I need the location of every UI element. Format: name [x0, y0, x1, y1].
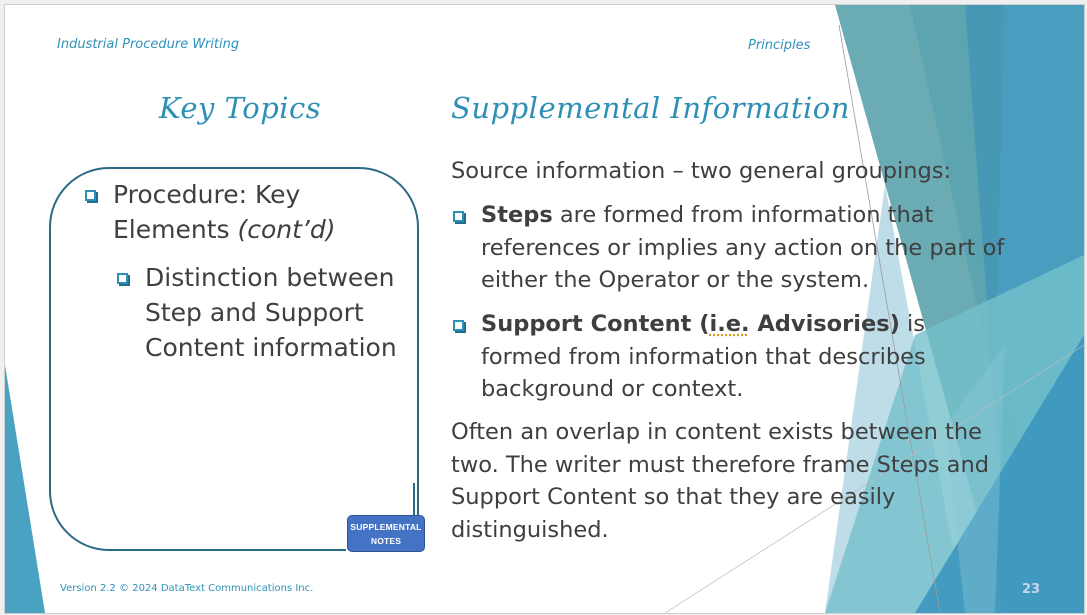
header-section-title: Principles	[748, 38, 811, 53]
supplemental-closing-paragraph: Often an overlap in content exists between the two. The writer must therefore frame Steps and Support Content so that they are easily distinguished.	[451, 419, 990, 543]
key-topics-box-right-border	[413, 483, 415, 519]
key-topics-title: Key Topics	[159, 91, 322, 125]
key-topic-level1	[113, 177, 373, 247]
slide-number: 23	[1022, 582, 1041, 597]
key-topics-box-bottom-border	[49, 487, 346, 551]
bullet-text: is formed from information that describes background or context.	[481, 311, 926, 402]
square-bullet-icon	[85, 190, 96, 201]
supplemental-bullet-steps	[481, 199, 1021, 297]
key-topic-level2	[145, 260, 405, 365]
spellcheck-flagged-word: i.e.	[709, 311, 750, 337]
header-course-title: Industrial Procedure Writing	[57, 37, 240, 52]
key-topic-level2-text: Distinction between Step and Support Content information	[145, 263, 397, 362]
bullet-bold-term: Support Content (	[481, 311, 710, 337]
footer-copyright: Version 2.2 © 2024 DataText Communications Inc.	[60, 583, 314, 594]
key-topic-level1-text: Procedure: Key Elements	[113, 180, 301, 244]
supplemental-notes-button[interactable]	[347, 515, 425, 552]
supplemental-information-title: Supplemental Information	[451, 91, 850, 125]
bullet-bold-term-end: Advisories)	[749, 311, 900, 337]
square-bullet-icon	[453, 211, 464, 222]
supplemental-notes-line1: SUPPLEMENTAL	[350, 522, 422, 532]
square-bullet-icon	[117, 273, 128, 284]
square-bullet-icon	[453, 320, 464, 331]
bullet-bold-term: Steps	[481, 202, 553, 228]
supplemental-intro: Source information – two general groupings:	[451, 158, 952, 184]
slide	[4, 4, 1085, 614]
bullet-text: are formed from information that references or implies any action on the part of either the Operator or the system.	[481, 202, 1005, 293]
supplemental-notes-line2: NOTES	[370, 536, 402, 546]
key-topic-level1-suffix: (cont’d)	[237, 215, 336, 244]
supplemental-bullet-support-content	[481, 308, 1001, 406]
